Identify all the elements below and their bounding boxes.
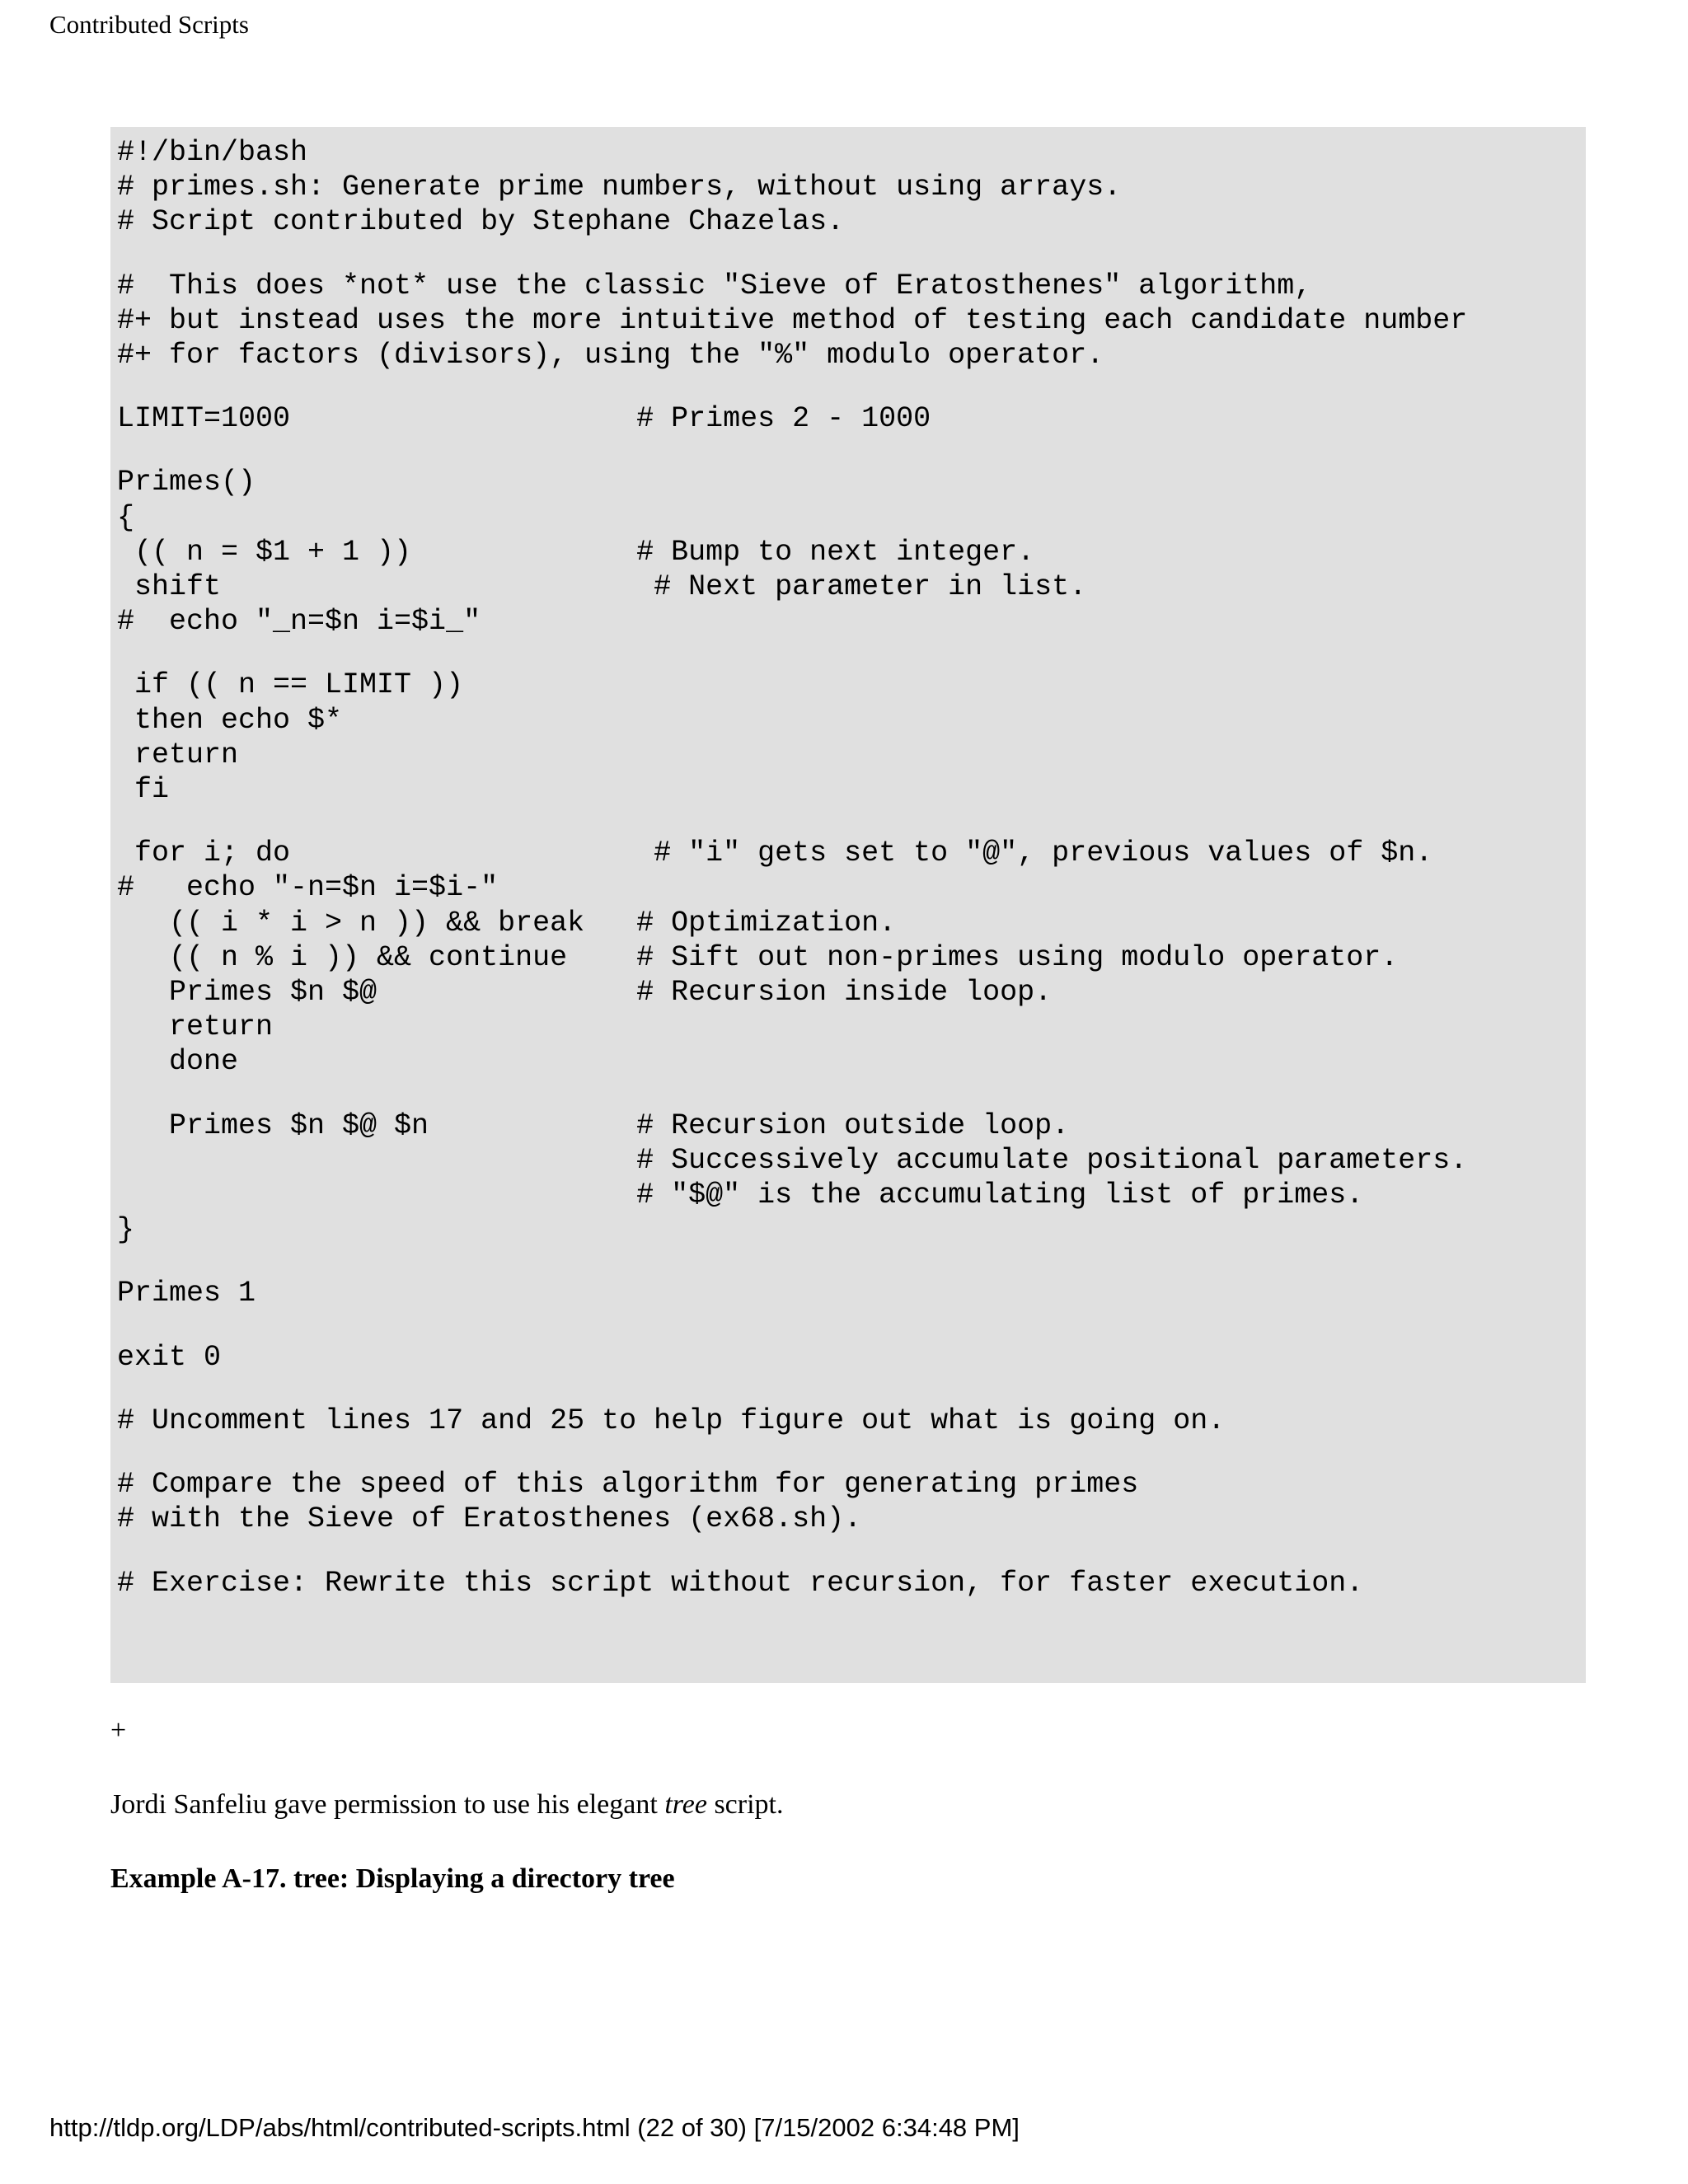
example-title: Example A-17. tree: Displaying a directory tree [110,1863,675,1894]
code-line: (( n = $1 + 1 )) # Bump to next integer. [117,535,1035,569]
code-group [117,1467,1586,1536]
page-header-title: Contributed Scripts [49,10,249,39]
code-line: # "$@" is the accumulating list of primes. [117,1179,1364,1212]
code-group [117,1566,1586,1601]
code-line: Primes $n $@ # Recursion inside loop. [117,976,1053,1010]
code-line: (( n % i )) && continue # Sift out non-primes using modulo operator. [117,940,1399,974]
code-line: done [117,1045,239,1079]
code-line: exit 0 [117,1340,222,1374]
code-line: return [117,1010,274,1044]
code-line: if (( n == LIMIT )) [117,668,464,702]
code-group [117,1404,1586,1438]
body-paragraph [110,1788,783,1821]
paragraph-text: Jordi Sanfeliu gave permission to use his elegant [110,1789,665,1820]
code-line: # Compare the speed of this algorithm for generating primes [117,1468,1139,1502]
code-group [117,1340,1586,1375]
code-line: shift # Next parameter in list. [117,570,1087,604]
code-line: (( i * i > n )) && break # Optimization. [117,906,897,940]
code-line: #+ but instead uses the more intuitive method of testing each candidate number [117,303,1468,337]
code-line: for i; do # "i" gets set to "@", previous values of $n. [117,837,1433,870]
code-group [117,1108,1586,1248]
code-line: #!/bin/bash [117,136,308,169]
code-line: # Successively accumulate positional parameters. [117,1143,1468,1177]
code-group [117,401,1586,436]
code-line: LIMIT=1000 # Primes 2 - 1000 [117,402,931,436]
page-footer-url: http://tldp.org/LDP/abs/html/contributed-scripts.html (22 of 30) [7/15/2002 6:34:48 PM] [49,2113,1020,2142]
code-group [117,269,1586,373]
code-line: # Uncomment lines 17 and 25 to help figure out what is going on. [117,1404,1226,1437]
plus-sign: + [110,1715,127,1746]
code-line: # primes.sh: Generate prime numbers, without using arrays. [117,171,1122,204]
code-group [117,836,1586,1079]
code-listing [110,127,1586,1683]
code-line: # Script contributed by Stephane Chazelas. [117,205,845,239]
code-line: Primes() [117,466,256,499]
code-group [117,1276,1586,1310]
code-line: Primes $n $@ $n # Recursion outside loop. [117,1108,1070,1142]
code-line: then echo $* [117,703,343,737]
code-line: return [117,738,239,771]
code-line: Primes 1 [117,1277,256,1310]
code-line: # This does *not* use the classic "Sieve of Eratosthenes" algorithm, [117,269,1312,302]
code-line: #+ for factors (divisors), using the "%" modulo operator. [117,339,1104,373]
code-group [117,465,1586,639]
code-group [117,668,1586,807]
code-line: # echo "-n=$n i=$i-" [117,871,499,905]
code-line: # with the Sieve of Eratosthenes (ex68.sh). [117,1502,862,1536]
code-line: } [117,1213,135,1247]
code-line: fi [117,773,170,807]
code-group [117,135,1586,240]
paragraph-text-end: script. [706,1789,784,1820]
code-line: { [117,500,135,534]
code-line: # echo "_n=$n i=$i_" [117,605,481,639]
code-line: # Exercise: Rewrite this script without recursion, for faster execution. [117,1566,1364,1600]
paragraph-emphasis: tree [664,1789,707,1820]
